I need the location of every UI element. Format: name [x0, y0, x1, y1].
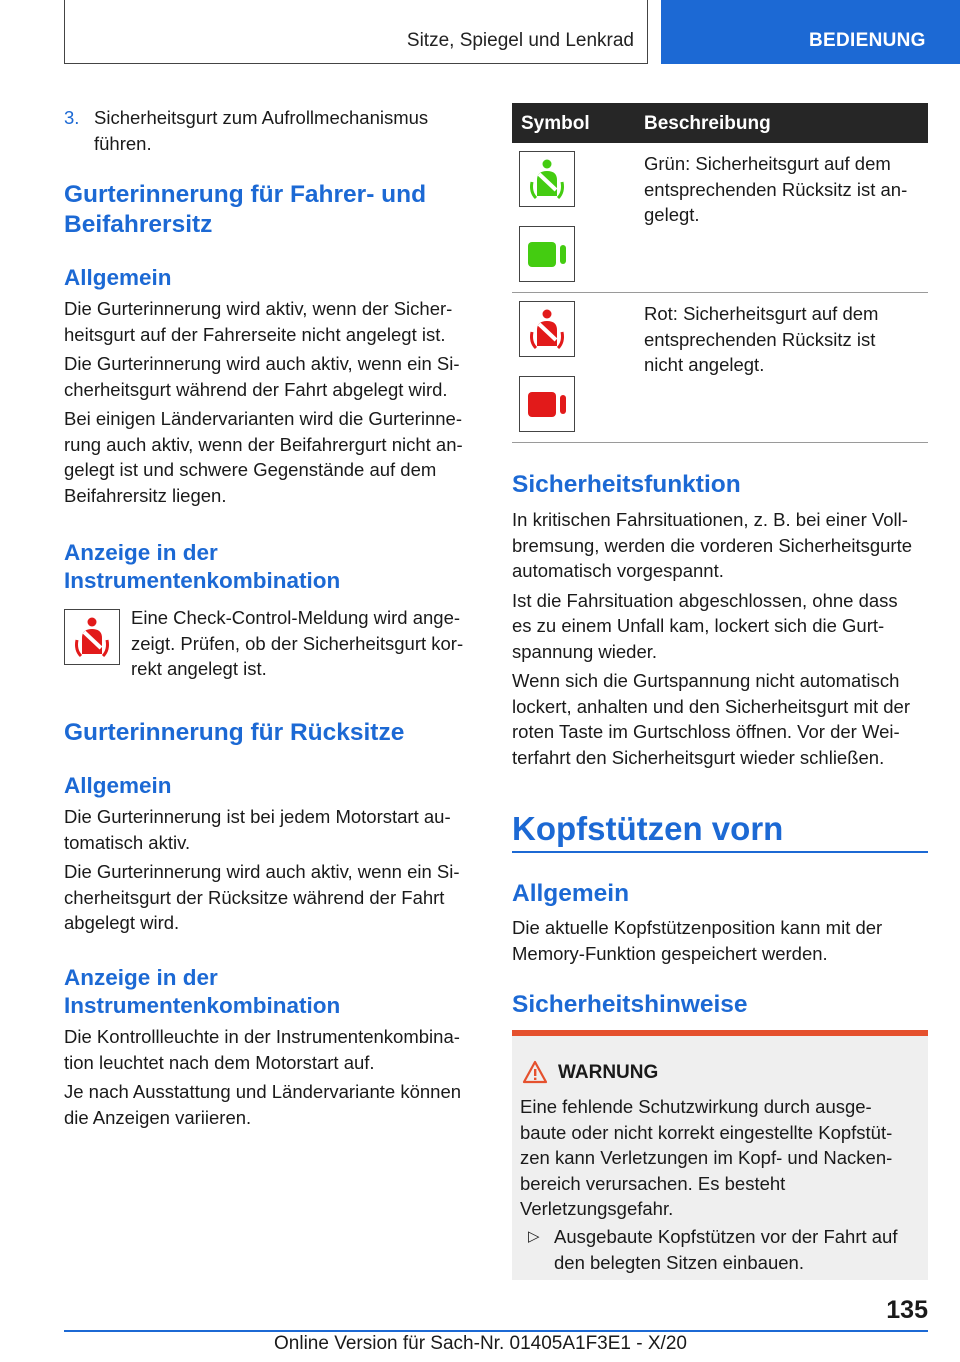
heading-general: Allgemein	[64, 773, 172, 798]
heading-headrests: Kopfstützen vorn	[512, 810, 784, 847]
warning-title: WARNUNG	[558, 1062, 659, 1083]
seatbelt-warning-icon	[64, 609, 120, 665]
paragraph-front-reminder: Die Gurterinnerung wird aktiv, wenn der Sicher- heitsgurt auf der Fahrerseite nicht angelegt ist. Die Gurterinnerung wird auch aktiv, wenn ein Si- cherheitsgurt während der Fahrt abgelegt wird. Bei einigen Ländervarianten wird die Gurterinne- rung auch aktiv, wenn der Beifahrergurt nicht an- gelegt ist und schwere Gegenstände auf dem Beifahrersitz liegen.	[64, 298, 463, 506]
paragraph-rear-reminder: Die Gurterinnerung ist bei jedem Motorstart au- tomatisch aktiv. Die Gurterinnerung wird auch aktiv, wenn ein Si- cherheitsgurt der Rücksitze während der Fahrt abgelegt wird.	[64, 806, 460, 933]
seatbelt-icon-red	[519, 301, 575, 357]
paragraph-display-2: Die Kontrollleuchte in der Instrumentenkombina- tion leuchtet nach dem Motorstart auf. Je nach Ausstattung und Ländervariante können die Anzeigen variieren.	[64, 1026, 462, 1128]
step-text	[94, 105, 428, 156]
warning-box	[512, 1030, 928, 1280]
heading-general: Allgemein	[512, 880, 630, 907]
rear-seat-indicator-red-icon	[519, 376, 575, 432]
heading-display: Anzeige in der Instrumentenkombination	[64, 965, 341, 1018]
step-text-line: Sicherheitsgurt zum Aufrollmechanismus	[94, 107, 429, 128]
column-header-description: Beschreibung	[644, 113, 771, 134]
heading-safety-function: Sicherheitsfunktion	[512, 471, 741, 498]
warning-triangle-icon	[522, 1060, 548, 1084]
heading-rear-reminder: Gurterinnerung für Rücksitze	[64, 719, 405, 746]
heading-safety-notes: Sicherheitshinweise	[512, 991, 748, 1018]
page-number: 135	[886, 1296, 928, 1324]
heading-front-reminder	[64, 180, 426, 240]
step-text-line: führen.	[94, 132, 152, 154]
paragraph-display-1: Eine Check-Control-Meldung wird ange- zeigt. Prüfen, ob der Sicherheitsgurt kor- rekt angelegt ist.	[131, 607, 464, 679]
paragraph-headrests: Die aktuelle Kopfstützenposition kann mit der Memory-Funktion gespeichert werden.	[512, 917, 883, 964]
footer-online-version: Online Version für Sach-Nr. 01405A1F3E1 - X/20	[274, 1333, 687, 1354]
chapter-title: Sitze, Spiegel und Lenkrad	[406, 30, 634, 51]
warning-bullet-text: Ausgebaute Kopfstützen vor der Fahrt auf den belegten Sitzen einbauen.	[554, 1226, 898, 1273]
table-header	[512, 103, 928, 143]
table-cell-description: Rot: Sicherheitsgurt auf dem entsprechenden Rücksitz ist nicht angelegt.	[644, 303, 879, 375]
table-row-divider	[512, 292, 928, 293]
heading-line: Gurterinnerung für Fahrer- und	[64, 181, 427, 208]
seatbelt-icon-green	[519, 151, 575, 207]
column-header-symbol: Symbol	[521, 113, 590, 134]
step-number: 3.	[64, 107, 80, 128]
bullet-triangle-icon: ▷	[528, 1228, 540, 1245]
heading-line: Beifahrersitz	[64, 211, 213, 238]
table-row-divider	[512, 442, 928, 443]
heading-underline	[512, 851, 928, 853]
heading-display: Anzeige in der Instrumentenkombination	[64, 540, 341, 593]
heading-general: Allgemein	[64, 265, 172, 290]
rear-seat-indicator-green-icon	[519, 226, 575, 282]
paragraph-safety-function: In kritischen Fahrsituationen, z. B. bei einer Voll- bremsung, werden die vorderen Sicherheitsgurte automatisch vorgespannt. Ist die Fahrsituation abgeschlossen, ohne dass es zu einem Unfall kam, lockert sich die Gurt- spannung wieder. Wenn sich die Gurtspannung nicht automatisch lockert, anhalten und den Sicherheitsgurt mit der roten Taste im Gurtschloss öffnen. Vor der Wei- terfahrt den Sicherheitsgurt wieder schließen.	[512, 509, 913, 768]
section-tab-label: BEDIENUNG	[809, 30, 926, 51]
warning-text: Eine fehlende Schutzwirkung durch ausge- baute oder nicht korrekt eingestellte Kopfstüt- zen kann Verletzungen im Kopf- und Nacken- bereich verursachen. Es besteht Verletzungsgefahr.	[520, 1096, 893, 1219]
section-tab[interactable]	[661, 0, 960, 64]
table-cell-description: Grün: Sicherheitsgurt auf dem entsprechenden Rücksitz ist an- gelegt.	[644, 153, 908, 225]
footer-rule	[64, 1330, 928, 1332]
